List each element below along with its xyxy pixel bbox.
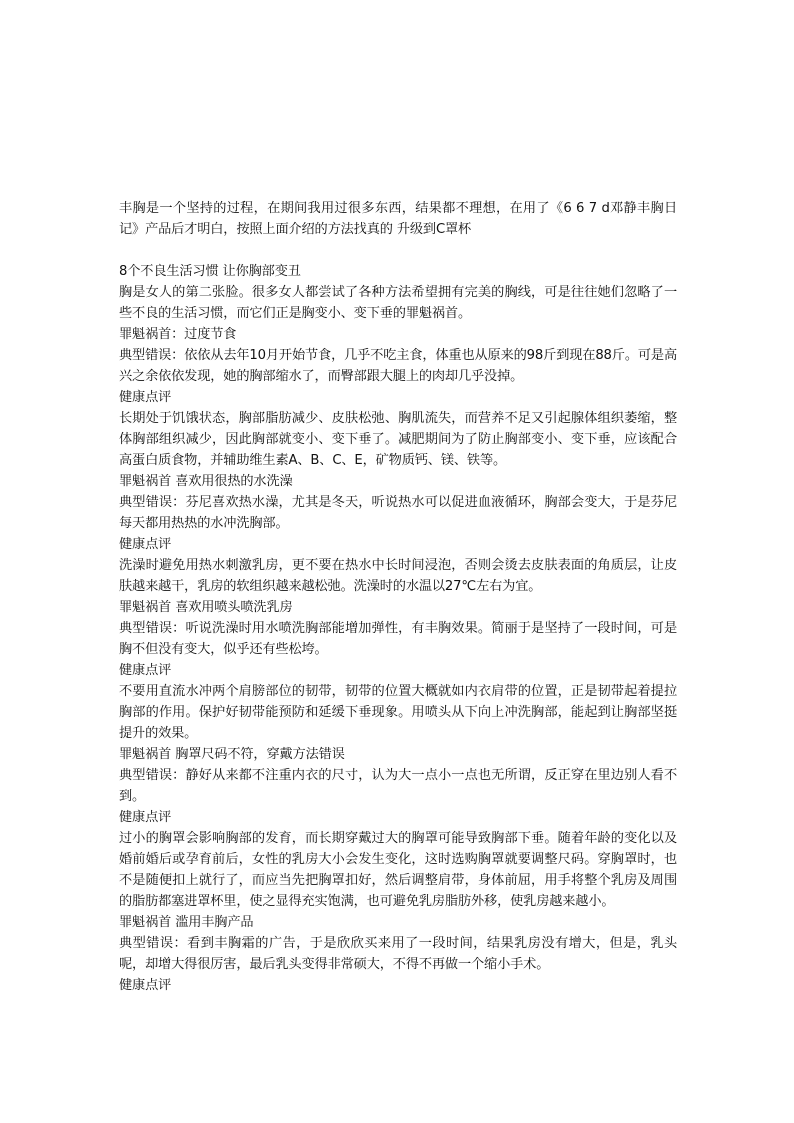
example-paragraph: 典型错误：依依从去年10月开始节食，几乎不吃主食，体重也从原来的98斤到现在88斤。可是高兴之余依依发现，她的胸部缩水了，而臀部跟大腿上的肉却几乎没掉。 — [119, 348, 677, 384]
comment-heading: 健康点评 — [119, 390, 172, 405]
example-paragraph: 典型错误：芬尼喜欢热水澡，尤其是冬天，听说热水可以促进血液循环，胸部会变大，于是芬尼每天都用热热的水冲洗胸部。 — [119, 495, 677, 531]
comment-heading: 健康点评 — [119, 810, 172, 825]
article-title: 8个不良生活习惯 让你胸部变丑 — [119, 264, 301, 279]
example-paragraph: 典型错误：静好从来都不注重内衣的尺寸，认为大一点小一点也无所谓，反正穿在里边别人看不到。 — [119, 768, 677, 804]
intro-paragraph: 丰胸是一个坚持的过程，在期间我用过很多东西，结果都不理想，在用了《6 6 7 d邓静丰胸日记》产品后才明白，按照上面介绍的方法找真的 升级到C罩杯 — [119, 201, 677, 237]
comment-paragraph: 过小的胸罩会影响胸部的发育，而长期穿戴过大的胸罩可能导致胸部下垂。随着年龄的变化以及婚前婚后或孕育前后，女性的乳房大小会发生变化，这时选购胸罩就要调整尺码。穿胸罩时，也不是随便扣上就行了，而应当先把胸罩扣好，然后调整肩带，身体前屈，用手将整个乳房及周围的脂肪都塞进罩杯里，使之显得充实饱满，也可避免乳房脂肪外移，使乳房越来越小。 — [119, 831, 677, 909]
comment-paragraph: 不要用直流水冲两个肩膀部位的韧带，韧带的位置大概就如内衣肩带的位置，正是韧带起着提拉胸部的作用。保护好韧带能预防和延缓下垂现象。用喷头从下向上冲洗胸部，能起到让胸部坚挺提升的效果。 — [119, 684, 677, 741]
section-heading: 罪魁祸首 滥用丰胸产品 — [119, 915, 254, 930]
paragraph-spacer — [119, 240, 677, 261]
comment-heading: 健康点评 — [119, 537, 172, 552]
section-heading: 罪魁祸首：过度节食 — [119, 327, 237, 342]
document-body — [119, 198, 677, 996]
comment-paragraph: 长期处于饥饿状态，胸部脂肪减少、皮肤松弛、胸肌流失，而营养不足又引起腺体组织萎缩，整体胸部组织减少，因此胸部就变小、变下垂了。减肥期间为了防止胸部变小、变下垂，应该配合高蛋白质食物，并辅助维生素A、B、C、E，矿物质钙、镁、铁等。 — [119, 411, 677, 468]
example-paragraph: 典型错误：听说洗澡时用水喷洗胸部能增加弹性，有丰胸效果。简丽于是坚持了一段时间，可是胸不但没有变大，似乎还有些松垮。 — [119, 621, 677, 657]
body-paragraph: 胸是女人的第二张脸。很多女人都尝试了各种方法希望拥有完美的胸线，可是往往她们忽略了一些不良的生活习惯，而它们正是胸变小、变下垂的罪魁祸首。 — [119, 285, 677, 321]
comment-paragraph: 洗澡时避免用热水刺激乳房，更不要在热水中长时间浸泡，否则会烫去皮肤表面的角质层，让皮肤越来越干，乳房的软组织越来越松弛。洗澡时的水温以27℃左右为宜。 — [119, 558, 677, 594]
section-heading: 罪魁祸首 喜欢用喷头喷洗乳房 — [119, 600, 293, 615]
example-paragraph: 典型错误：看到丰胸霜的广告，于是欣欣买来用了一段时间，结果乳房没有增大，但是，乳头呢，却增大得很厉害，最后乳头变得非常硕大，不得不再做一个缩小手术。 — [119, 936, 677, 972]
comment-heading: 健康点评 — [119, 978, 172, 993]
section-heading: 罪魁祸首 胸罩尺码不符，穿戴方法错误 — [119, 747, 345, 762]
comment-heading: 健康点评 — [119, 663, 172, 678]
section-heading: 罪魁祸首 喜欢用很热的水洗澡 — [119, 474, 293, 489]
